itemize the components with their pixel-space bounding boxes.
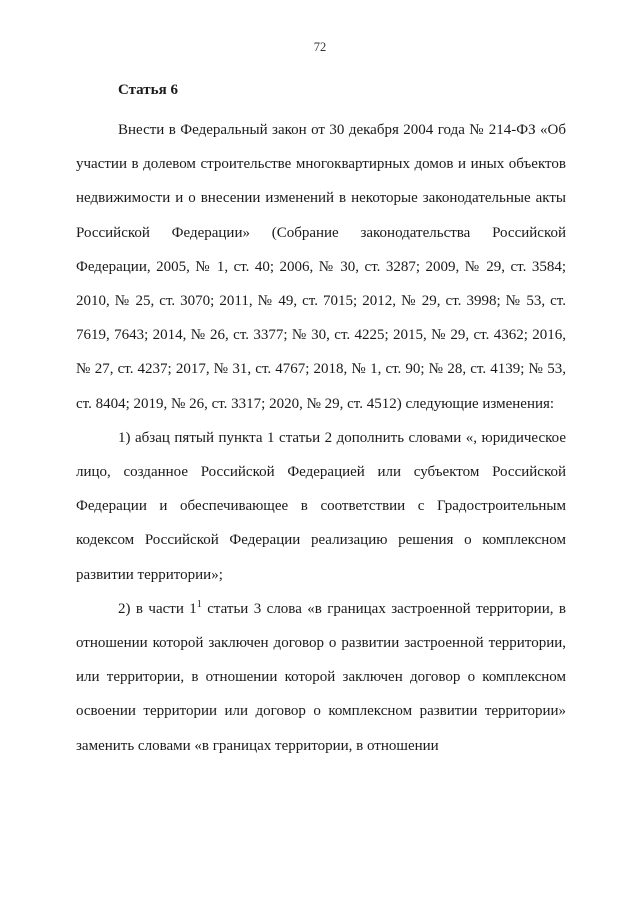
intro-paragraph: Внести в Федеральный закон от 30 декабря 2004 года № 214-ФЗ «Об участии в долевом строительстве многоквартирных домов и иных объектов недвижимости и о внесении изменений в некоторые законодательные акты Российской Федерации» (Собрание законодательства Российской Федерации, 2005, № 1, ст. 40; 2006, № 30, ст. 3287; 2009, № 29, ст. 3584; 2010, № 25, ст. 3070; 2011, № 49, ст. 7015; 2012, № 29, ст. 3998; № 53, ст. 7619, 7643; 2014, № 26, ст. 3377; № 30, ст. 4225; 2015, № 29, ст. 4362; 2016, № 27, ст. 4237; 2017, № 31, ст. 4767; 2018, № 1, ст. 90; № 28, ст. 4139; № 53, ст. 8404; 2019, № 26, ст. 3317; 2020, № 29, ст. 4512) следующие изменения: xyxy=(76,122,566,412)
item-2-prefix: 2) в части 1 xyxy=(118,600,197,617)
item-1-paragraph: 1) абзац пятый пункта 1 статьи 2 дополнить словами «, юридическое лицо, созданное Российской Федерацией или субъектом Российской Федерации и обеспечивающее в соответствии с Градостроительным кодексом Российской Федерации реализацию решения о комплексном развитии территории»; xyxy=(76,429,566,583)
item-2-superscript: 1 xyxy=(196,598,202,610)
article-body xyxy=(76,113,566,763)
article-heading: Статья 6 xyxy=(118,82,178,98)
page-number: 72 xyxy=(313,40,327,54)
item-2-text: статьи 3 слова «в границах застроенной территории, в отношении которой заключен договор о развитии застроенной территории, или территории, в отношении которой заключен договор о комплексном освоении территории или договор о комплексном развитии территории» заменить словами «в границах территории, в отношении xyxy=(76,600,566,754)
item-2-paragraph xyxy=(76,592,566,763)
